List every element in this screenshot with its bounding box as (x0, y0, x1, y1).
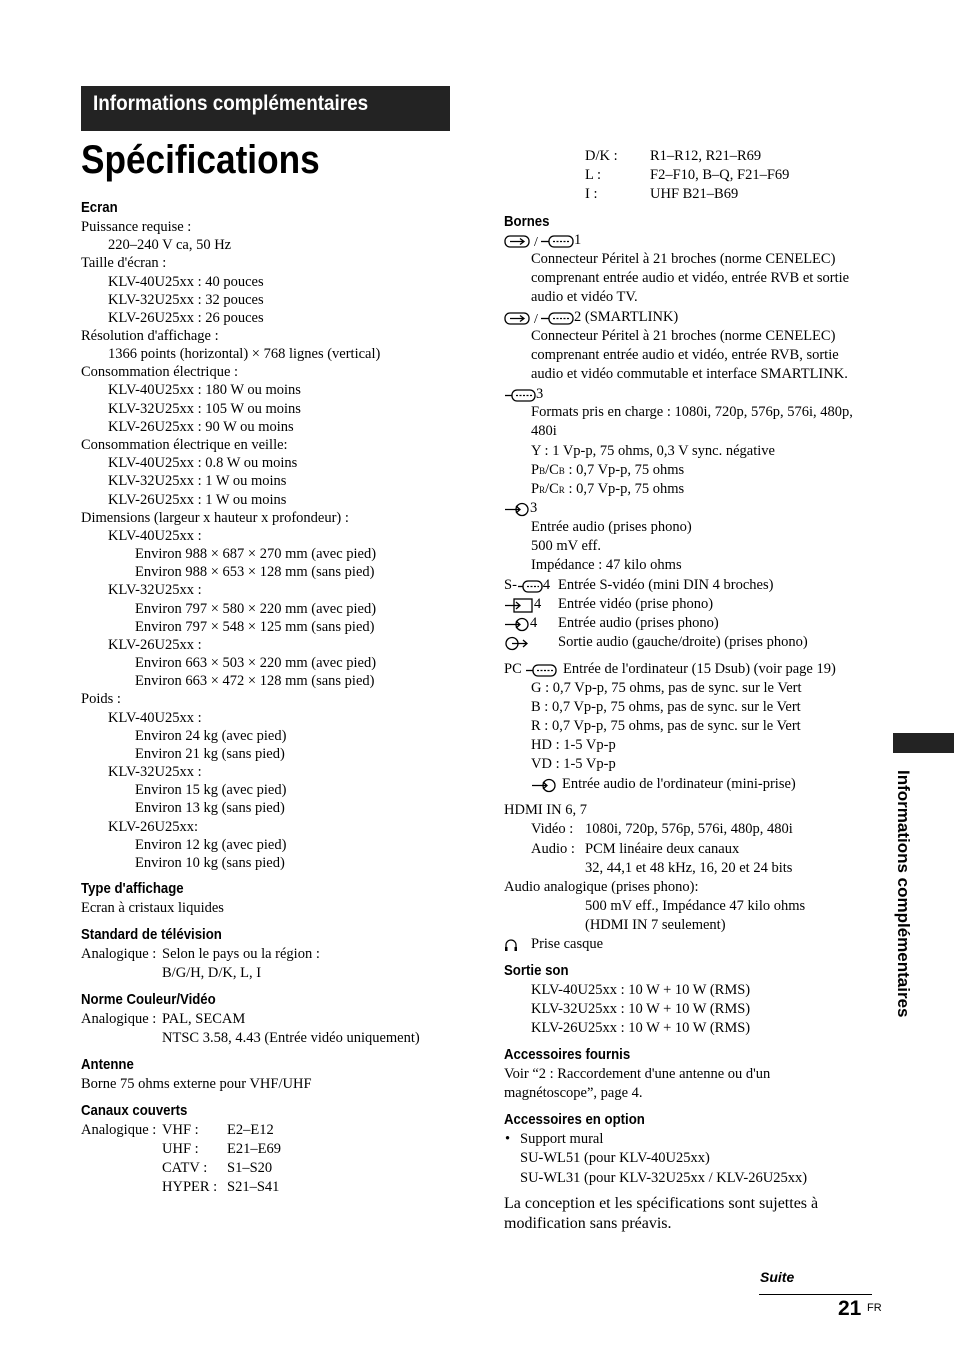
pc-label: PC (504, 661, 522, 677)
terminal-number: 4 (542, 577, 551, 593)
spec-label: Analogique : (81, 946, 157, 962)
section-banner-rule (81, 124, 450, 131)
terminal-number: 3 (530, 500, 538, 516)
spec-line: Environ 988 × 653 × 128 mm (sans pied) (135, 564, 375, 580)
spec-line: Voir “2 : Raccordement d'une antenne ou d'un (504, 1066, 771, 1082)
spec-line: KLV-32U25xx : (108, 582, 202, 598)
spec-line: magnétoscope”, page 4. (504, 1085, 643, 1101)
spec-line: KLV-32U25xx : 1 W ou moins (108, 473, 287, 489)
terminal-number: 2 (SMARTLINK) (574, 309, 679, 325)
spec-line: Formats pris en charge : 1080i, 720p, 576p, 576i, 480p, (531, 404, 853, 420)
scart-io-icon (504, 310, 574, 326)
terminal-row-pc (504, 660, 557, 678)
spec-line: KLV-32U25xx : 32 pouces (108, 292, 264, 308)
terminal-row-headphones (504, 935, 518, 953)
side-tab-label (893, 770, 923, 1040)
spec-line-pr: PR/CR : 0,7 Vp-p, 75 ohms (531, 481, 685, 497)
channel-key: I : (585, 186, 598, 202)
side-tab-marker (893, 733, 954, 753)
channel-key: D/K : (585, 148, 618, 164)
spec-label: Analogique : (81, 1122, 157, 1138)
design-notice-line: modification sans préavis. (504, 1215, 672, 1232)
heading-type-affichage: Type d'affichage (81, 880, 184, 897)
channel-value: UHF B21–B69 (650, 186, 739, 202)
spec-line: HD : 1-5 Vp-p (531, 737, 616, 753)
heading-sortie-son: Sortie son (504, 962, 569, 979)
spec-line: Ecran à cristaux liquides (81, 900, 224, 916)
spec-line: Audio analogique (prises phono): (504, 879, 699, 895)
spec-line: KLV-32U25xx : 105 W ou moins (108, 401, 301, 417)
terminal-number: 1 (574, 232, 582, 248)
spec-line: 480i (531, 423, 557, 439)
footer-rule (759, 1294, 872, 1295)
spec-line: KLV-40U25xx : (108, 528, 202, 544)
spec-line: Entrée audio de l'ordinateur (mini-prise) (562, 776, 796, 792)
video-input-icon (504, 597, 534, 613)
side-tab-text: Informations complémentaires (894, 770, 913, 1018)
spec-line: KLV-32U25xx : (108, 764, 202, 780)
pc-input-icon (525, 662, 557, 678)
spec-line: NTSC 3.58, 4.43 (Entrée vidéo uniquement) (162, 1030, 420, 1046)
channel-value: F2–F10, B–Q, F21–F69 (650, 167, 790, 183)
terminal-number: 4 (534, 596, 542, 612)
spec-line: Entrée audio (prises phono) (531, 519, 692, 535)
spec-line: Support mural (520, 1131, 604, 1147)
heading-accessoires-option: Accessoires en option (504, 1111, 645, 1128)
spec-line: Y : 1 Vp-p, 75 ohms, 0,3 V sync. négative (531, 443, 775, 459)
spec-line: 1366 points (horizontal) × 768 lignes (vertical) (108, 346, 381, 362)
terminal-row-pc-audio (531, 775, 557, 793)
spec-line: KLV-26U25xx : 90 W ou moins (108, 419, 294, 435)
spec-line: VD : 1-5 Vp-p (531, 756, 616, 772)
spec-line: Environ 24 kg (avec pied) (135, 728, 287, 744)
spec-line: R : 0,7 Vp-p, 75 ohms, pas de sync. sur le Vert (531, 718, 801, 734)
spec-line: Environ 663 × 472 × 128 mm (sans pied) (135, 673, 375, 689)
heading-accessoires-fournis: Accessoires fournis (504, 1046, 631, 1063)
spec-line: KLV-40U25xx : 40 pouces (108, 274, 264, 290)
svg-text:/: / (534, 311, 538, 326)
channel-value: S1–S20 (227, 1160, 273, 1176)
spec-line: Environ 988 × 687 × 270 mm (avec pied) (135, 546, 377, 562)
spec-line: G : 0,7 Vp-p, 75 ohms, pas de sync. sur le Vert (531, 680, 802, 696)
audio-output-icon (504, 635, 530, 651)
heading-canaux: Canaux couverts (81, 1102, 188, 1119)
spec-line: Selon le pays ou la région : (162, 946, 320, 962)
spec-line: B/G/H, D/K, L, I (162, 965, 262, 981)
channel-key: L : (585, 167, 601, 183)
terminal-row-2 (504, 308, 678, 326)
spec-line: KLV-40U25xx : 0.8 W ou moins (108, 455, 298, 471)
terminal-row-video (504, 595, 541, 613)
bullet: • (505, 1131, 511, 1147)
spec-line: Entrée de l'ordinateur (15 Dsub) (voir page 19) (563, 661, 836, 677)
terminal-row-1 (504, 231, 581, 249)
spec-line: Consommation électrique : (81, 364, 239, 380)
spec-line: audio et vidéo commutable et interface SMARTLINK. (531, 366, 848, 382)
spec-line: audio et vidéo TV. (531, 289, 638, 305)
spec-line: 32, 44,1 et 48 kHz, 16, 20 et 24 bits (585, 860, 793, 876)
spec-line: KLV-26U25xx : (108, 637, 202, 653)
spec-line: Puissance requise : (81, 219, 192, 235)
terminal-number: 4 (530, 615, 538, 631)
spec-line: Environ 13 kg (sans pied) (135, 800, 285, 816)
channel-key: HYPER : (162, 1179, 218, 1195)
spec-line: 220–240 V ca, 50 Hz (108, 237, 232, 253)
spec-line: Prise casque (531, 936, 604, 952)
heading-ecran: Ecran (81, 199, 118, 216)
spec-line: (HDMI IN 7 seulement) (585, 917, 726, 933)
heading-norme-couleur: Norme Couleur/Vidéo (81, 991, 216, 1008)
scart-io-icon (504, 233, 574, 249)
svideo-input-icon (517, 578, 543, 594)
spec-line: Taille d'écran : (81, 255, 167, 271)
heading-bornes: Bornes (504, 213, 550, 230)
spec-line: KLV-40U25xx : 10 W + 10 W (RMS) (531, 982, 751, 998)
channel-value: R1–R12, R21–R69 (650, 148, 762, 164)
heading-antenne: Antenne (81, 1056, 134, 1073)
terminal-row-audio-out (504, 633, 530, 651)
component-input-icon (504, 387, 536, 403)
channel-key: VHF : (162, 1122, 199, 1138)
spec-line: Sortie audio (gauche/droite) (prises phono) (558, 634, 808, 650)
spec-line: PAL, SECAM (162, 1011, 246, 1027)
svideo-prefix: S- (504, 577, 517, 593)
spec-line: Résolution d'affichage : (81, 328, 219, 344)
spec-line: Dimensions (largeur x hauteur x profondeur) : (81, 510, 349, 526)
spec-line: Environ 10 kg (sans pied) (135, 855, 285, 871)
spec-line: 500 mV eff. (531, 538, 601, 554)
terminal-row-audio-3 (504, 499, 537, 517)
spec-line: KLV-26U25xx : 1 W ou moins (108, 492, 287, 508)
spec-line: comprenant entrée audio et vidéo, entrée RVB, sortie (531, 347, 839, 363)
spec-line: comprenant entrée audio et vidéo, entrée RVB et sortie (531, 270, 850, 286)
spec-line: Impédance : 47 kilo ohms (531, 557, 682, 573)
spec-line: Environ 12 kg (avec pied) (135, 837, 287, 853)
spec-label: Analogique : (81, 1011, 157, 1027)
spec-label: Vidéo : (531, 821, 574, 837)
spec-line: KLV-26U25xx : 10 W + 10 W (RMS) (531, 1020, 751, 1036)
spec-line: 500 mV eff., Impédance 47 kilo ohms (585, 898, 806, 914)
spec-line: Consommation électrique en veille: (81, 437, 288, 453)
spec-line: KLV-40U25xx : (108, 710, 202, 726)
channel-key: UHF : (162, 1141, 199, 1157)
channel-value: E21–E69 (227, 1141, 281, 1157)
spec-line: Entrée vidéo (prise phono) (558, 596, 714, 612)
page-language: FR (867, 1302, 882, 1314)
spec-line: KLV-26U25xx: (108, 819, 198, 835)
spec-line: Environ 663 × 503 × 220 mm (avec pied) (135, 655, 377, 671)
spec-line: Entrée audio (prises phono) (558, 615, 719, 631)
spec-line: KLV-26U25xx : 26 pouces (108, 310, 264, 326)
spec-line: HDMI IN 6, 7 (504, 802, 587, 818)
page-title: Spécifications (81, 138, 320, 182)
spec-line: KLV-40U25xx : 180 W ou moins (108, 382, 301, 398)
audio-input-icon (531, 777, 557, 793)
terminal-row-audio-4 (504, 614, 537, 632)
channel-key: CATV : (162, 1160, 208, 1176)
audio-input-icon (504, 501, 530, 517)
continued-label: Suite (760, 1269, 795, 1285)
spec-line: PCM linéaire deux canaux (585, 841, 740, 857)
spec-line: B : 0,7 Vp-p, 75 ohms, pas de sync. sur le Vert (531, 699, 801, 715)
spec-label: Audio : (531, 841, 575, 857)
channel-value: S21–S41 (227, 1179, 280, 1195)
spec-line: Connecteur Péritel à 21 broches (norme CENELEC) (531, 328, 836, 344)
headphones-icon (504, 937, 518, 953)
page-number: 21 (838, 1297, 862, 1320)
spec-line: Connecteur Péritel à 21 broches (norme CENELEC) (531, 251, 836, 267)
svg-text:/: / (534, 234, 538, 249)
terminal-number: 3 (536, 386, 544, 402)
spec-line-pb: PB/CB : 0,7 Vp-p, 75 ohms (531, 462, 685, 478)
spec-line: 1080i, 720p, 576p, 576i, 480p, 480i (585, 821, 793, 837)
spec-line: Entrée S-vidéo (mini DIN 4 broches) (558, 577, 774, 593)
spec-line: KLV-32U25xx : 10 W + 10 W (RMS) (531, 1001, 751, 1017)
spec-line: SU-WL31 (pour KLV-32U25xx / KLV-26U25xx) (520, 1170, 808, 1186)
terminal-row-svideo (504, 576, 550, 594)
spec-line: Environ 797 × 548 × 125 mm (sans pied) (135, 619, 375, 635)
spec-line: Poids : (81, 691, 121, 707)
spec-line: Borne 75 ohms externe pour VHF/UHF (81, 1076, 312, 1092)
spec-line: Environ 15 kg (avec pied) (135, 782, 287, 798)
terminal-row-3 (504, 385, 543, 403)
spec-line: Environ 797 × 580 × 220 mm (avec pied) (135, 601, 377, 617)
section-title: Informations complémentaires (93, 92, 369, 115)
heading-standard-tv: Standard de télévision (81, 926, 222, 943)
audio-input-icon (504, 616, 530, 632)
spec-line: Environ 21 kg (sans pied) (135, 746, 285, 762)
spec-line: SU-WL51 (pour KLV-40U25xx) (520, 1150, 710, 1166)
section-banner (81, 86, 450, 124)
design-notice-line: La conception et les spécifications sont sujettes à (504, 1195, 819, 1212)
channel-value: E2–E12 (227, 1122, 274, 1138)
